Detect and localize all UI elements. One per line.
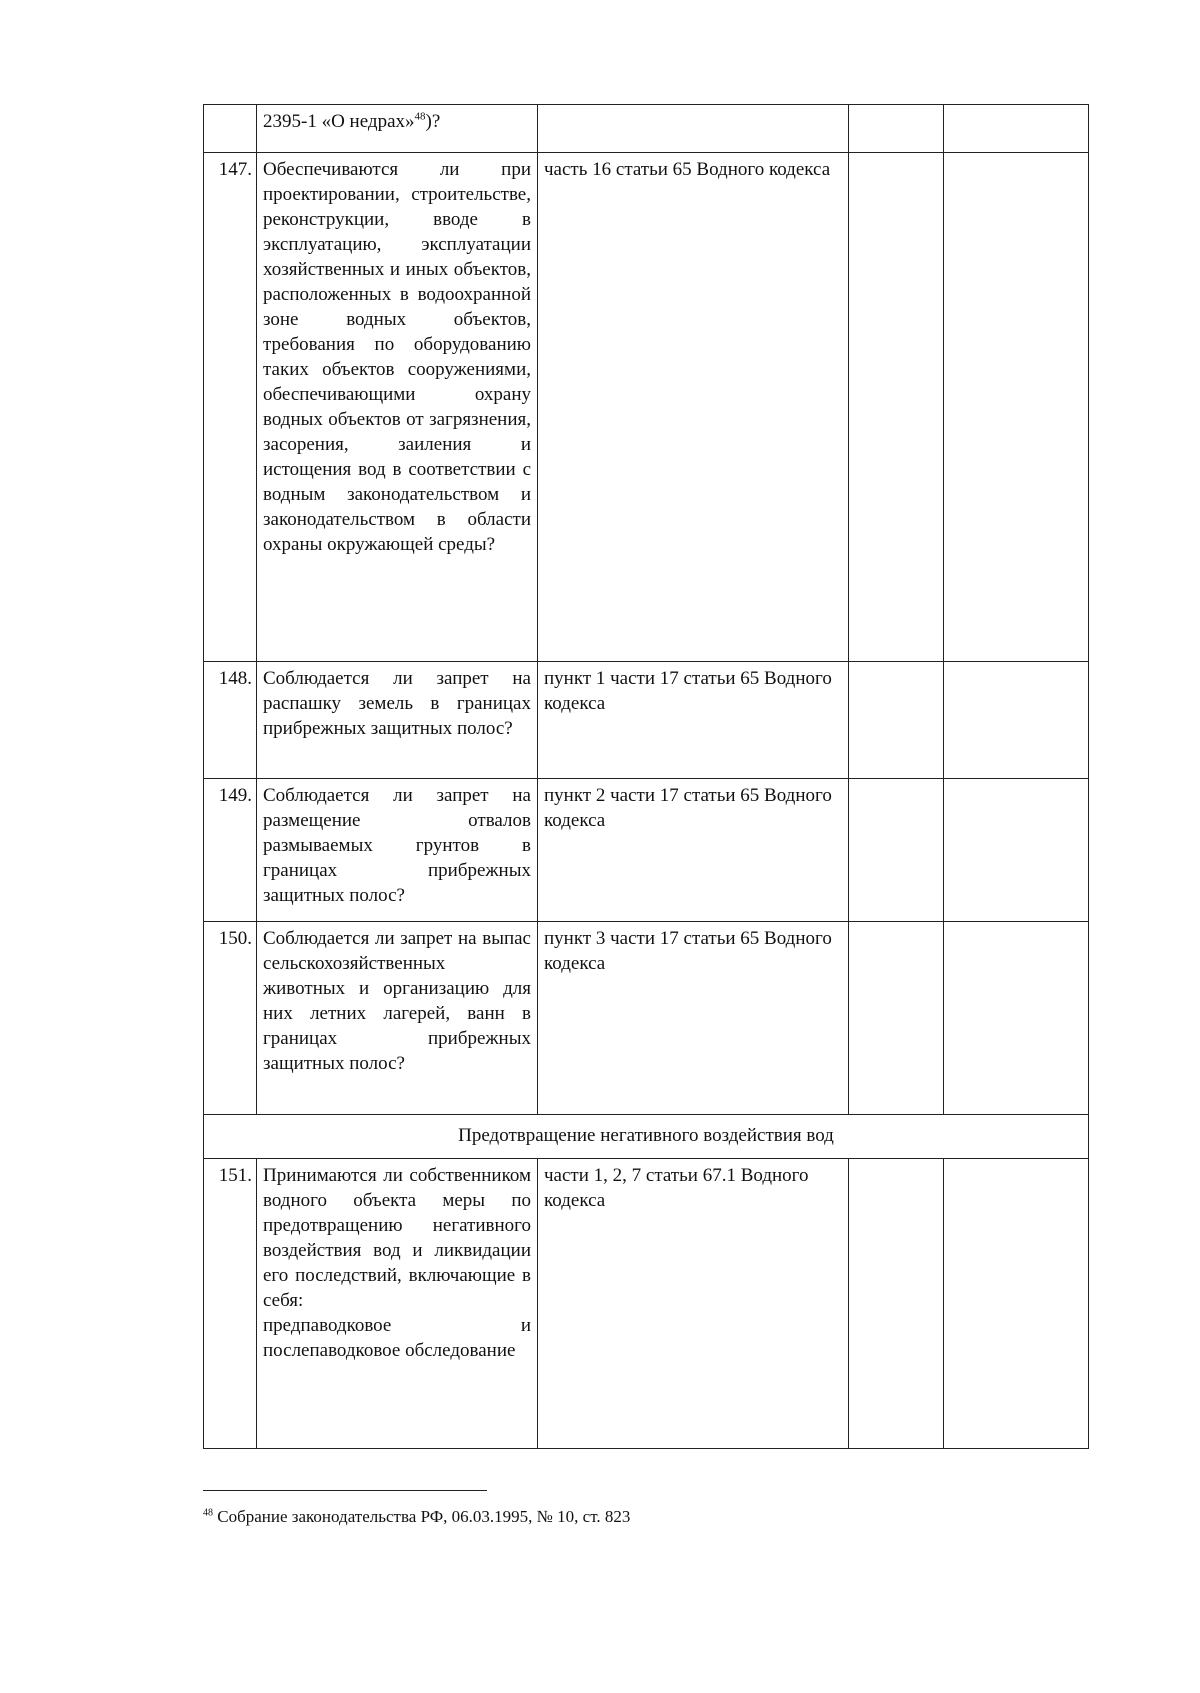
reference-cell: части 1, 2, 7 статьи 67.1 Водного кодекса xyxy=(538,1159,849,1449)
table-row xyxy=(204,1159,1089,1449)
footnote-ref[interactable]: 48 xyxy=(414,110,426,123)
empty-cell xyxy=(944,662,1089,779)
empty-cell xyxy=(944,779,1089,922)
row-number: 149. xyxy=(204,779,257,922)
table-row xyxy=(204,153,1089,662)
question-cell: 2395-1 «О недрах»$^{48}$)? xyxy=(257,105,538,153)
empty-cell xyxy=(849,105,944,153)
empty-cell xyxy=(849,779,944,922)
empty-cell xyxy=(849,153,944,662)
row-number: 150. xyxy=(204,922,257,1115)
row-number xyxy=(204,105,257,153)
footnote-divider xyxy=(203,1490,487,1491)
empty-cell xyxy=(849,922,944,1115)
footnote xyxy=(203,1506,630,1528)
table-row xyxy=(204,922,1089,1115)
question-cell: Принимаются ли собственником водного объекта меры по предотвращению негативного воздействия вод и ликвидации его последствий, включающие в себя: предпаводковое и послепаводковое обследование xyxy=(257,1159,538,1449)
empty-cell xyxy=(944,1159,1089,1449)
footnote-marker: 48 xyxy=(203,1507,213,1519)
table-row xyxy=(204,779,1089,922)
empty-cell xyxy=(944,922,1089,1115)
question-cell: Соблюдается ли запрет на распашку земель в границах прибрежных защитных полос? xyxy=(257,662,538,779)
reference-cell: часть 16 статьи 65 Водного кодекса xyxy=(538,153,849,662)
reference-cell: пункт 3 части 17 статьи 65 Водного кодекса xyxy=(538,922,849,1115)
table-row xyxy=(204,662,1089,779)
reference-cell: пункт 2 части 17 статьи 65 Водного кодекса xyxy=(538,779,849,922)
section-heading: Предотвращение негативного воздействия вод xyxy=(204,1115,1089,1159)
question-cell: Соблюдается ли запрет на размещение отвалов размываемых грунтов в границах прибрежных защитных полос? xyxy=(257,779,538,922)
reference-cell xyxy=(538,105,849,153)
empty-cell xyxy=(849,1159,944,1449)
section-row xyxy=(204,1115,1089,1159)
reference-cell: пункт 1 части 17 статьи 65 Водного кодекса xyxy=(538,662,849,779)
question-cell: Соблюдается ли запрет на выпас сельскохозяйственных животных и организацию для них летних лагерей, ванн в границах прибрежных защитных полос? xyxy=(257,922,538,1115)
table-row xyxy=(204,105,1089,153)
row-number: 151. xyxy=(204,1159,257,1449)
empty-cell xyxy=(849,662,944,779)
empty-cell xyxy=(944,105,1089,153)
row-number: 147. xyxy=(204,153,257,662)
checklist-table xyxy=(203,104,1089,1449)
question-cell: Обеспечиваются ли при проектировании, строительстве, реконструкции, вводе в эксплуатацию, эксплуатации хозяйственных и иных объектов, расположенных в водоохранной зоне водных объектов, требования по оборудованию таких объектов сооружениями, обеспечивающими охрану водных объектов от загрязнения, засорения, заиления и истощения вод в соответствии с водным законодательством и законодательством в области охраны окружающей среды? xyxy=(257,153,538,662)
empty-cell xyxy=(944,153,1089,662)
footnote-text: Собрание законодательства РФ, 06.03.1995, № 10, ст. 823 xyxy=(213,1507,631,1526)
row-number: 148. xyxy=(204,662,257,779)
